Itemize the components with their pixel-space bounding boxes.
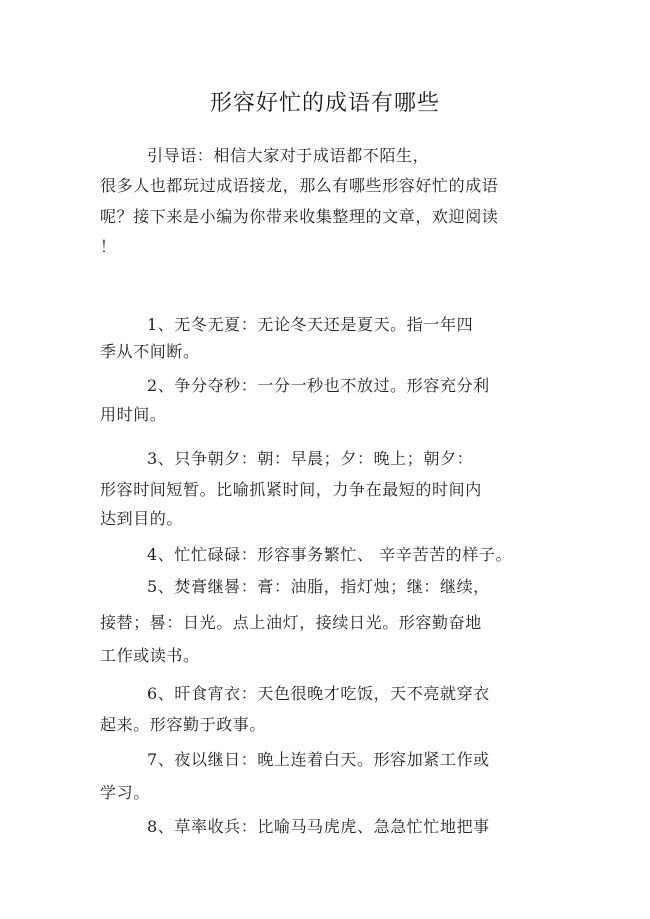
idiom-item-3-continued: 达到目的。	[100, 509, 184, 528]
idiom-item-6-continued: 起来。形容勤于政事。	[100, 715, 267, 734]
idiom-item-7-continued: 学习。	[100, 783, 150, 802]
document-title: 形容好忙的成语有哪些	[209, 91, 440, 116]
idiom-item-2-continued: 用时间。	[100, 405, 167, 424]
idiom-item-5-continued: 工作或读书。	[100, 646, 200, 665]
idiom-item-3: 3、只争朝夕：朝：早晨；夕：晚上；朝夕：	[147, 449, 474, 468]
intro-line: 引导语：相信大家对于成语都不陌生，	[147, 146, 430, 165]
idiom-item-8: 8、草率收兵：比喻马马虎虎、急急忙忙地把事	[147, 817, 490, 836]
intro-line: 很多人也都玩过成语接龙，那么有哪些形容好忙的成语	[100, 176, 499, 195]
idiom-item-4: 4、忙忙碌碌：形容事务繁忙、 辛辛苦苦的样子。	[147, 545, 513, 564]
idiom-item-3-continued: 形容时间短暂。比喻抓紧时间，力争在最短的时间内	[100, 480, 482, 499]
idiom-item-1-continued: 季从不间断。	[100, 342, 200, 361]
idiom-item-7: 7、夜以继日：晚上连着白天。形容加紧工作或	[147, 750, 490, 769]
idiom-item-2: 2、争分夺秒：一分一秒也不放过。形容充分利	[147, 376, 490, 395]
idiom-item-5-continued: 接替；晷：日光。点上油灯，接续日光。形容勤奋地	[100, 613, 482, 632]
intro-line: ！	[100, 237, 117, 256]
idiom-item-5: 5、焚膏继晷：膏：油脂，指灯烛；继：继续，	[147, 577, 490, 596]
intro-line: 呢？接下来是小编为你带来收集整理的文章，欢迎阅读	[100, 207, 499, 226]
idiom-item-1: 1、无冬无夏：无论冬天还是夏天。指一年四	[147, 315, 474, 334]
idiom-item-6: 6、旰食宵衣：天色很晚才吃饭，天不亮就穿衣	[147, 684, 490, 703]
